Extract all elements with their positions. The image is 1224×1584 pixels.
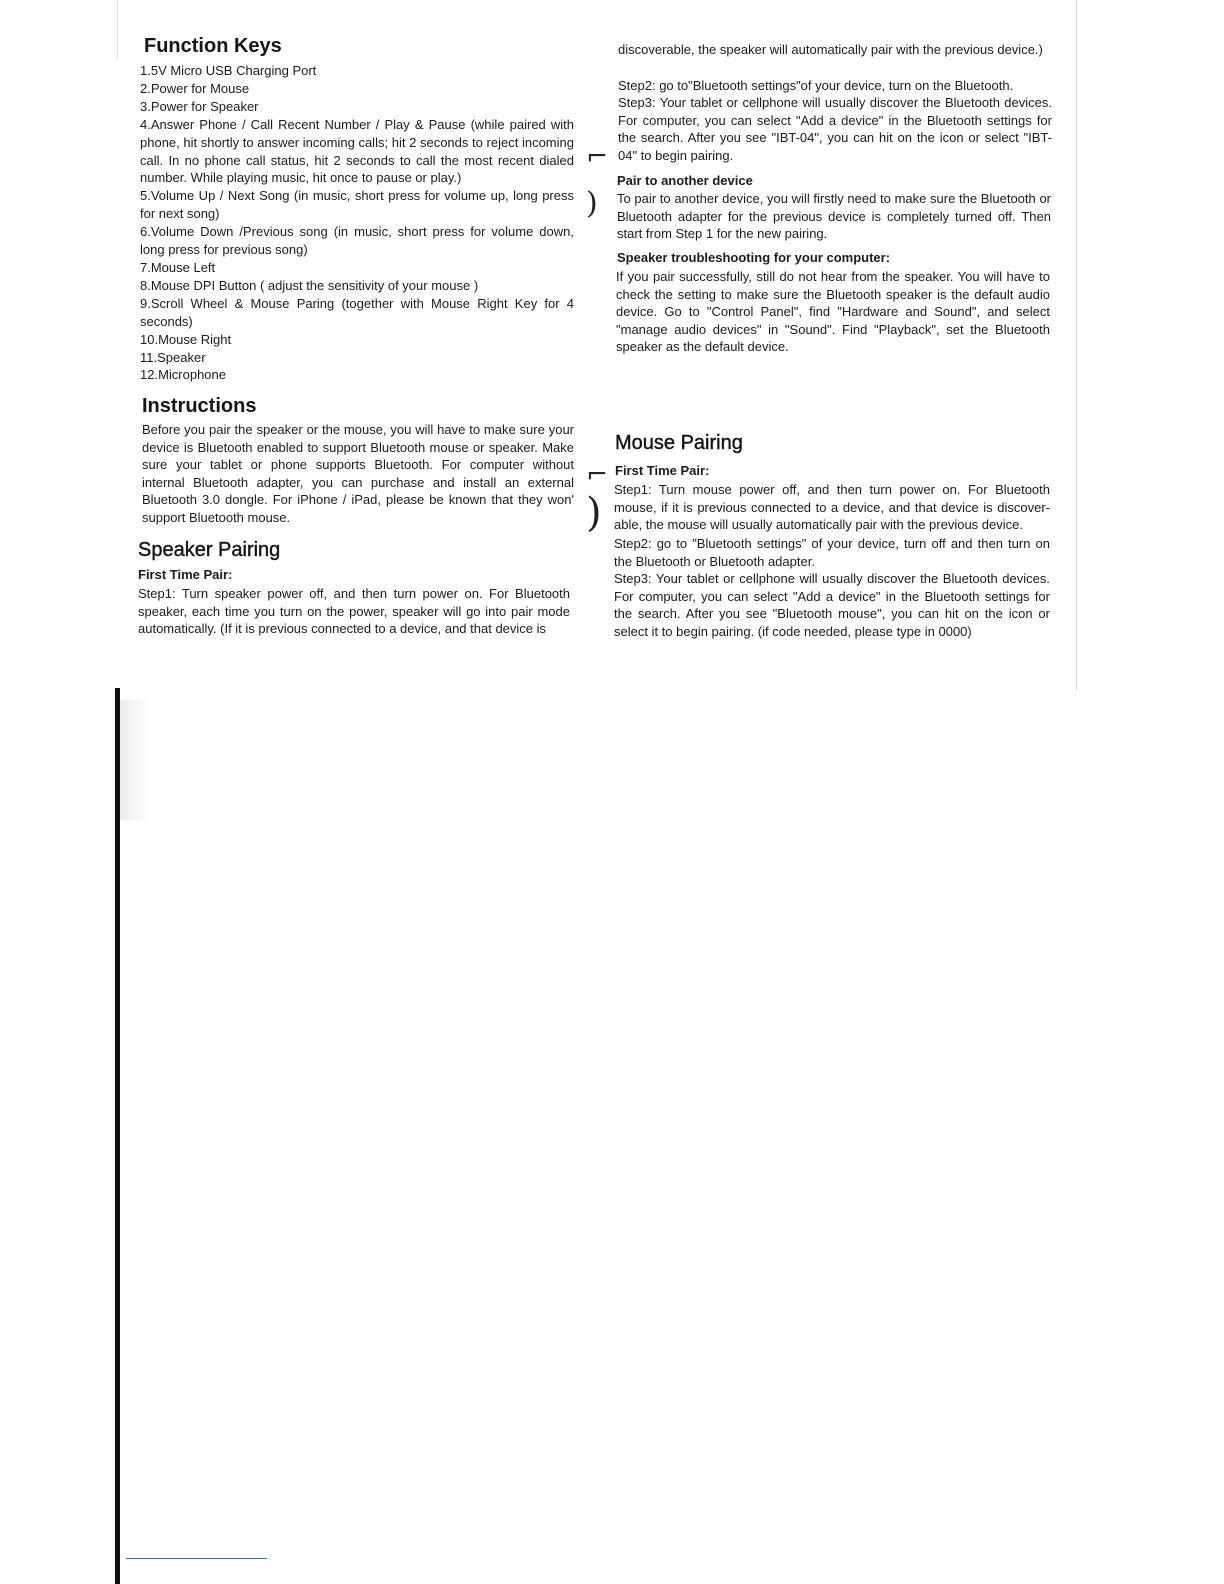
list-item: 3.Power for Speaker (140, 98, 259, 114)
scan-edge (117, 0, 118, 60)
list-item: 2.Power for Mouse (140, 80, 250, 96)
list-item: 11.Speaker (140, 349, 206, 365)
list-item: 1.5V Micro USB Charging Port (140, 63, 317, 78)
fold-mark: ⌐ (586, 460, 608, 490)
speaker-step1: Step1: Turn speaker power off, and then turn power on. For Bluetooth speaker, each time you turn on the power, speaker will go into pair mode automatically. (If it is previous connected to a device, and that device is (138, 586, 570, 637)
mouse-step2: Step2: go to "Bluetooth settings" of your device, turn off and then turn on the Bluetooth or Bluetooth adapter. (614, 536, 1050, 569)
list-item: 6.Volume Down /Previous song (in music, short press for volume down, long press for previous song) (140, 224, 574, 258)
speaker-step2: Step2: go to"Bluetooth settings"of your device, turn on the Bluetooth. (618, 78, 1014, 93)
list-item: 7.Mouse Left (140, 259, 216, 275)
pair-another-label: Pair to another device (617, 173, 753, 188)
speaker-step1-continued: discoverable, the speaker will automatically pair with the previous device.) (618, 42, 1043, 57)
list-item: 9.Scroll Wheel & Mouse Paring (together with Mouse Right Key for 4 seconds) (140, 295, 574, 329)
mouse-step1: Step1: Turn mouse power off, and then turn power on. For Bluetooth mouse, if it is previous connected to a device, and that device is discover-able, the mouse will usually automatically pair with the previous device. (614, 482, 1050, 533)
list-item: 8.Mouse DPI Button ( adjust the sensitivity of your mouse ) (140, 277, 479, 293)
list-item: 4.Answer Phone / Call Recent Number / Play & Pause (while paired with phone, hit shortly to answer incoming calls; hit 2 seconds to reject incoming call. In no phone call status, hit 2 seconds to call the most recent dialed number. While playing music, hit once to pause or play.) (140, 116, 574, 186)
fold-mark: ) (586, 186, 598, 221)
speaker-step3: Step3: Your tablet or cellphone will usually discover the Bluetooth devices. For computer, you can select "Add a device" in the Bluetooth settings for the search. After you see "IBT-04", you can hit on the icon or select "IBT-04" to begin pairing. (618, 95, 1052, 163)
instructions-title: Instructions (142, 395, 257, 417)
list-item: 12.Microphone (140, 367, 226, 383)
mouse-first-time-label: First Time Pair: (615, 463, 710, 478)
list-item: 10.Mouse Right (140, 331, 232, 347)
mouse-pairing-title: Mouse Pairing (615, 432, 743, 454)
scan-edge-bar (115, 688, 120, 1584)
list-item: 5.Volume Up / Next Song (in music, short press for volume up, long press for next song) (140, 188, 574, 222)
fold-mark: ) (586, 490, 602, 536)
function-keys-list (140, 62, 574, 384)
scan-shadow (120, 700, 150, 820)
scan-bottom-line (126, 1558, 267, 1559)
troubleshoot-text: If you pair successfully, still do not hear from the speaker. You will have to check the setting to make sure the Bluetooth speaker is the default audio device. Go to "Control Panel", find "Hardware and Sound", and select "manage audio devices" in "Sound". Find "Playback", set the Bluetooth speaker as the default device. (616, 269, 1050, 355)
function-keys-title: Function Keys (144, 35, 282, 57)
troubleshoot-label: Speaker troubleshooting for your computer: (617, 250, 891, 265)
mouse-step3: Step3: Your tablet or cellphone will usually discover the Bluetooth devices. For computer, you can select "Add a device" in the Bluetooth settings for the search. After you see "Bluetooth mouse", you can hit on the icon or select it to begin pairing. (if code needed, please type in 0000) (614, 571, 1050, 639)
fold-mark: ⌐ (586, 142, 608, 172)
instructions-text: Before you pair the speaker or the mouse, you will have to make sure your device is Bluetooth enabled to support Bluetooth mouse or speaker. Make sure your tablet or phone supports Bluetooth. For computer without internal Bluetooth adapter, you can purchase and install an external Bluetooth 3.0 dongle. For iPhone / iPad, please be known that they won' support Bluetooth mouse. (142, 422, 574, 525)
speaker-first-time-label: First Time Pair: (138, 567, 233, 582)
fold-line (1076, 0, 1077, 690)
pair-another-text: To pair to another device, you will firstly need to make sure the Bluetooth or Bluetooth adapter for the previous device is completely turned off. Then start from Step 1 for the new pairing. (617, 191, 1051, 242)
speaker-pairing-title: Speaker Pairing (138, 539, 281, 561)
